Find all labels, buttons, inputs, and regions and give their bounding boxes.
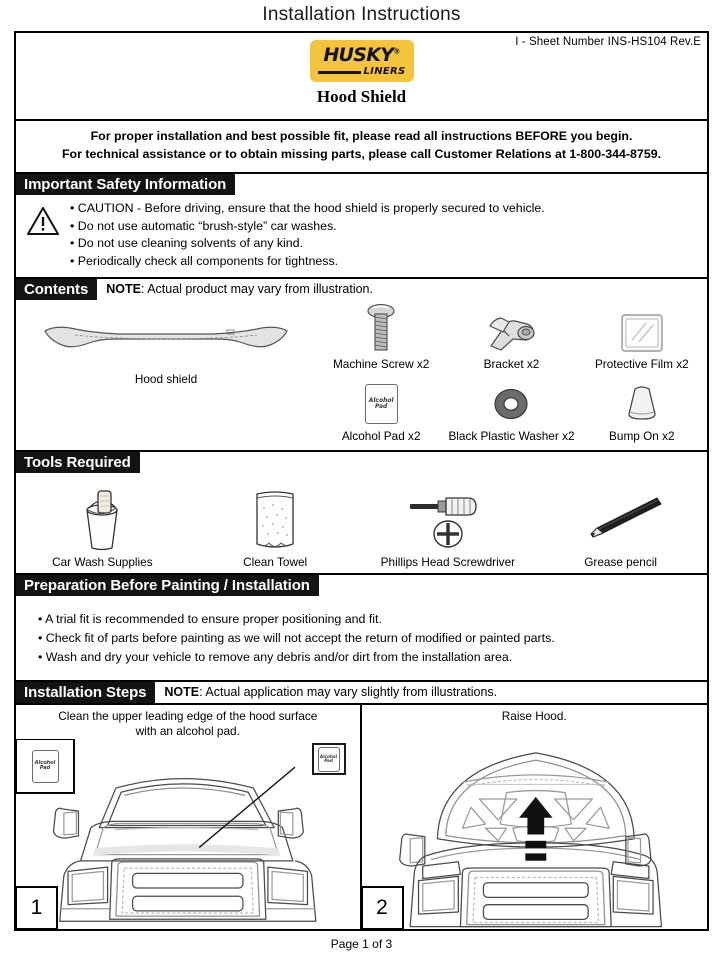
pad-line-1: Alcohol: [34, 759, 56, 766]
installation-steps-header-row: [16, 682, 707, 705]
preparation-bullet: • A trial fit is recommended to ensure proper positioning and fit.: [38, 610, 707, 629]
preparation-section-title: Preparation Before Painting / Installation: [16, 575, 319, 596]
read-instructions-notice: [16, 121, 707, 174]
warning-triangle-icon: [16, 200, 70, 270]
bump-on-label: Bump On x2: [609, 429, 675, 444]
bracket-icon: [483, 304, 539, 354]
installation-note-text: : Actual application may vary slightly from illustrations.: [199, 685, 498, 700]
contents-note-text: : Actual product may vary from illustration.: [140, 282, 373, 297]
raise-hood-arrow: [519, 797, 553, 861]
instruction-sheet: [14, 31, 709, 931]
contents-item-bump-on: [577, 382, 707, 443]
logo-underbar: [318, 67, 406, 77]
safety-bullet: • Do not use automatic “brush-style” car washes.: [70, 218, 545, 236]
installation-note: [155, 682, 497, 703]
husky-liners-logo: [310, 40, 414, 82]
screwdriver-icon: [406, 486, 490, 552]
pad-line-1: Alcohol: [368, 396, 394, 404]
installation-steps-panels: [16, 705, 707, 929]
installation-section-title: Installation Steps: [16, 682, 155, 703]
safety-bullet-list: [70, 200, 545, 270]
preparation-bullet: • Check fit of parts before painting as we will not accept the return of modified or painted parts.: [38, 629, 707, 648]
bucket-sponge-icon: [71, 486, 133, 552]
installation-step-2: [362, 705, 708, 929]
page-footer: Page 1 of 3: [330, 937, 393, 951]
machine-screw-label: Machine Screw x2: [332, 357, 430, 372]
contents-section: [16, 279, 707, 452]
contents-item-protective-film: [577, 304, 707, 371]
contents-item-washer: [446, 382, 576, 443]
safety-section: [16, 174, 707, 279]
step-1-alcohol-pad-badge: [16, 739, 75, 794]
hood-shield-icon: [41, 318, 291, 358]
safety-bullet: • Do not use cleaning solvents of any kind.: [70, 235, 545, 253]
tools-section: [16, 452, 707, 575]
alcohol-pad-glyph: [365, 384, 398, 424]
protective-film-icon: [620, 304, 664, 354]
alcohol-pad-label: Alcohol Pad x2: [341, 429, 421, 444]
step-2-caption-line-1: Raise Hood.: [501, 709, 567, 724]
safety-bullet: • Periodically check all components for tightness.: [70, 253, 545, 271]
brand-name: HUSKY®: [323, 44, 400, 66]
safety-section-title: Important Safety Information: [16, 174, 235, 195]
tool-item-car-wash-supplies: [16, 479, 189, 569]
preparation-section-header: [16, 575, 707, 596]
pencil-icon: [573, 486, 669, 552]
preparation-section: [16, 575, 707, 682]
washer-label: Black Plastic Washer x2: [448, 429, 575, 444]
pad-line-2: Pad: [374, 403, 388, 411]
installation-section-header: [16, 682, 707, 703]
alcohol-pad-glyph: [318, 747, 340, 772]
tool-item-clean-towel: [189, 479, 362, 569]
tools-section-header: [16, 452, 707, 473]
tool-label: Phillips Head Screwdriver: [380, 555, 516, 570]
contents-section-header: [16, 279, 707, 300]
contents-note: [97, 279, 373, 300]
step-2-number: 2: [361, 886, 404, 930]
pad-line-2: Pad: [39, 765, 51, 772]
contents-note-label: NOTE: [106, 282, 141, 297]
installation-step-1: [16, 705, 362, 929]
notice-line-1: For proper installation and best possible fit, please read all instructions BEFORE you begin.: [90, 129, 633, 143]
tool-label: Car Wash Supplies: [52, 555, 153, 570]
step-1-caption: [16, 705, 360, 739]
brand-sub: LINERS: [363, 66, 406, 77]
contents-parts-grid: [316, 304, 707, 444]
step-2-caption: [362, 705, 708, 737]
tool-item-screwdriver: [362, 479, 535, 569]
alcohol-pad-icon: [365, 382, 398, 426]
step-1-illustration: [16, 739, 360, 929]
step-2-illustration: [362, 737, 708, 929]
towel-icon: [249, 486, 301, 552]
tools-section-title: Tools Required: [16, 452, 140, 473]
safety-bullet: • CAUTION - Before driving, ensure that the hood shield is properly secured to vehicle.: [70, 200, 545, 218]
contents-item-alcohol-pad: [316, 382, 446, 443]
page-title: Installation Instructions: [262, 4, 461, 25]
truck-front-view-hood-raised: [362, 737, 708, 929]
notice-line-2: For technical assistance or to obtain missing parts, please call Customer Relations at 1-800-344-8759.: [61, 146, 662, 161]
protective-film-label: Protective Film x2: [594, 357, 689, 372]
step-1-number: 1: [15, 886, 58, 930]
contents-item-bracket: [446, 304, 576, 371]
alcohol-pad-glyph: [32, 750, 59, 783]
callout-pad-line-2: Pad: [324, 758, 333, 764]
sheet-number: I - Sheet Number INS-HS104 Rev.E: [515, 36, 701, 48]
step-1-callout-alcohol-pad: [312, 743, 346, 775]
contents-section-title: Contents: [16, 279, 97, 300]
safety-section-header: [16, 174, 707, 195]
machine-screw-icon: [364, 304, 398, 354]
callout-pad-line-1: Alcohol: [319, 753, 338, 759]
step-1-caption-line-2: with an alcohol pad.: [135, 724, 240, 739]
tool-label: Clean Towel: [243, 555, 308, 570]
step-1-caption-line-1: Clean the upper leading edge of the hood surface: [58, 709, 318, 724]
tool-label: Grease pencil: [584, 555, 658, 570]
installation-note-label: NOTE: [164, 685, 200, 700]
masthead: [16, 33, 707, 121]
logo-bar: [318, 71, 361, 74]
bracket-label: Bracket x2: [483, 357, 540, 372]
bump-on-icon: [622, 382, 662, 426]
contents-item-hood-shield: [16, 304, 316, 444]
tool-item-grease-pencil: [534, 479, 707, 569]
preparation-bullet-list: [16, 596, 707, 680]
washer-icon: [491, 382, 531, 426]
contents-item-machine-screw: [316, 304, 446, 371]
product-title: Hood Shield: [316, 87, 407, 106]
preparation-bullet: • Wash and dry your vehicle to remove any debris and/or dirt from the installation area.: [38, 648, 707, 667]
hood-shield-label: Hood shield: [134, 372, 198, 387]
